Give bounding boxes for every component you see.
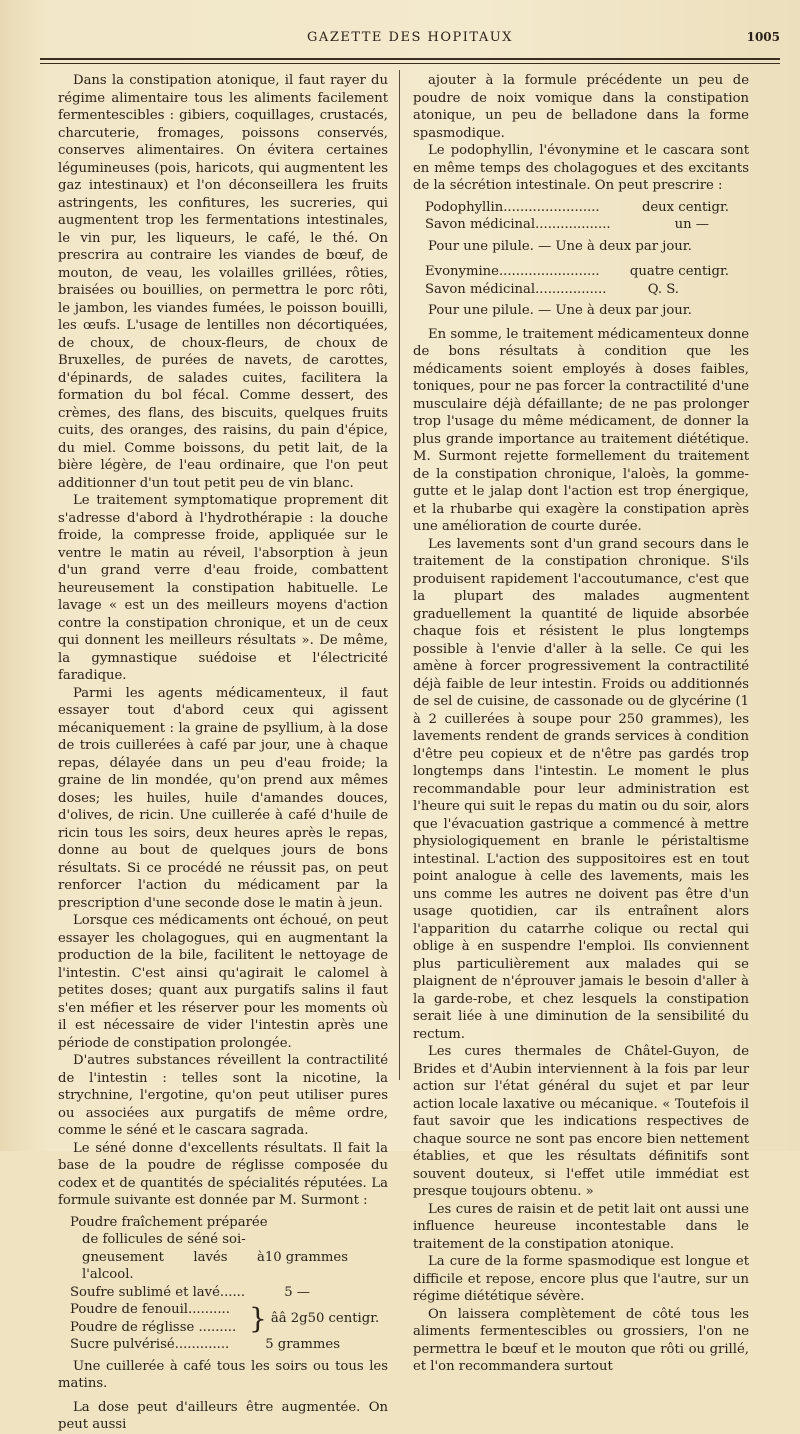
header-rule-thick	[40, 58, 780, 60]
paragraph: Le traitement symptomatique proprement dit s'adresse d'abord à l'hydrothérapie : la douche froide, la compresse froide, appliquée sur le ventre le matin au réveil, l'absorption à jeun d'un grand verre d'eau froide, combattent heureusement la constipation habituelle. Le lavage « est un des meilleurs moyens d'action contre la constipation chronique, et un de ceux qui donnent les meilleurs résultats ». De même, la gymnastique suédoise et l'électricité faradique.	[58, 493, 388, 683]
formula-quantity: ââ 2g50 centigr.	[270, 1310, 380, 1326]
formula-ingredient: Poudre fraîchement préparée	[70, 1214, 268, 1230]
prescription-formula	[413, 263, 749, 298]
paragraph: On laissera complètement de côté tous les aliments fermentescibles ou grossiers, l'on ne permettra le bœuf et le mouton que rôti ou grillé, et l'on recommandera surtout	[413, 1306, 749, 1374]
paragraph: Lorsque ces médicaments ont échoué, on peut essayer les cholagogues, qui en augmentant la production de la bile, facilitent le nettoyage de l'intestin. C'est ainsi qu'agirait le calomel à petites doses; quant aux purgatifs salins il faut s'en méfier et les réserver pour les moments où il est nécessaire de vider l'intestin après une période de constipation prolongée.	[58, 913, 388, 1051]
prescription-formula	[58, 1214, 388, 1354]
paragraph: En somme, le traitement médicamenteux donne de bons résultats à condition que les médicaments soient employés à doses faibles, toniques, pour ne pas forcer la contractilité d'une musculaire déjà défaillante; de ne pas prolonger trop l'usage du même médicament, de donner la plus grande importance au traitement diététique. M. Surmont rejette formellement du traitement de la constipation chronique, l'aloès, la gomme-gutte et le jalap dont l'action est trop énergique, et la rhubarbe qui exagère la constipation après une amélioration de courte durée.	[413, 326, 749, 534]
right-column	[413, 72, 749, 1376]
prescription-formula	[413, 199, 749, 234]
paragraph: Dans la constipation atonique, il faut rayer du régime alimentaire tous les aliments facilement fermentescibles : gibiers, coquillages, crustacés, charcuterie, fromages, poissons conservés, conserves alimentaires. On évitera certaines légumineuses (pois, haricots, qui augmentent les gaz intestinaux) et l'on déconseillera les fruits astringents, les confitures, les sucreries, qui augmentent trop les fermentations intestinales, le vin pur, les liqueurs, le café, le thé. On prescrira au contraire les viandes de bœuf, de mouton, de veau, les volailles grillées, rôties, braisées ou bouillies, on permettra le porc rôti, le jambon, les viandes fumées, le poisson bouilli, les œufs. L'usage de lentilles non décortiquées, de choux, de choux-fleurs, de choux de Bruxelles, de purées de navets, de carottes, d'épinards, de salades cuites, facilitera la formation du bol fécal. Comme dessert, des crèmes, des flans, des biscuits, quelques fruits cuits, des oranges, des raisins, du pain d'épice, du miel. Comme boissons, du petit lait, de la bière légère, de l'eau ordinaire, que l'on peut additionner d'un tout petit peu de vin blanc.	[58, 73, 388, 491]
formula-ingredient: Savon médicinal..................	[425, 217, 611, 232]
formula-ingredient: Soufre sublimé et lavé......	[70, 1284, 246, 1300]
header-rule-thin	[40, 63, 780, 64]
paragraph: ajouter à la formule précédente un peu de poudre de noix vomique dans la constipation atonique, un peu de belladone dans la forme spasmodique.	[413, 73, 749, 141]
paragraph: Les lavements sont d'un grand secours dans le traitement de la constipation chronique. S'ils produisent rapidement l'accoutumance, c'est que la plupart des malades augmentent graduellement la quantité de liquide absorbée chaque fois et résistent le plus longtemps possible à l'envie d'aller à la selle. Ce qui les amène à forcer progressivement la contractilité déjà faible de leur intestin. Froids ou additionnés de sel de cuisine, de cassonade ou de glycérine (1 à 2 cuillerées à soupe pour 250 grammes), les lavements rendent de grands services à condition d'être peu copieux et de n'être pas gardés trop longtemps dans l'intestin. Le moment le plus recommandable pour leur administration est l'heure qui suit le repas du matin ou du soir, alors que l'évacuation gastrique a commencé à mettre physiologiquement en branle le péristaltisme intestinal. L'action des suppositoires est en tout point analogue à celle des lavements, mais les uns comme les autres ne doivent pas être d'un usage quotidien, car ils entraînent alors l'apparition du catarrhe colique ou rectal qui oblige à en suspendre l'emploi. Ils conviennent plus particulièrement aux malades qui se plaignent de n'éprouver jamais le besoin d'aller à la garde-robe, et chez lesquels la constipation serait liée à une diminution de la sensibilité du rectum.	[413, 536, 749, 1042]
paragraph: Les cures thermales de Châtel-Guyon, de Brides et d'Aubin interviennent à la fois par leur action sur l'état général du sujet et par leur action locale laxative ou mécanique. « Toutefois il faut savoir que les indications respectives de chaque source ne sont pas encore bien nettement établies, et que les résultats définitifs sont souvent douteux, si l'effet utile immédiat est presque toujours obtenu. »	[413, 1044, 749, 1199]
formula-ingredient: Poudre de fenouil..........	[70, 1302, 230, 1317]
running-title: GAZETTE DES HOPITAUX	[307, 30, 513, 45]
paragraph: Le séné donne d'excellents résultats. Il fait la base de la poudre de réglisse composée du codex et de quantités de spécialités réputées. La formule suivante est donnée par M. Surmont :	[58, 1140, 388, 1208]
formula-quantity: 5 —	[284, 1284, 310, 1300]
formula-ingredient: de follicules de séné soi-	[82, 1232, 246, 1247]
page-header	[40, 30, 780, 50]
dosage-note: Pour une pilule. — Une à deux par jour.	[428, 303, 692, 318]
formula-quantity: Q. S.	[647, 281, 679, 297]
formula-quantity: 5 grammes	[265, 1337, 340, 1352]
formula-quantity: 10 grammes	[264, 1249, 348, 1265]
formula-quantity: deux centigr.	[641, 199, 729, 215]
column-divider	[399, 70, 400, 1080]
formula-brace-group	[70, 1301, 388, 1336]
paragraph: D'autres substances réveillent la contractilité de l'intestin : telles sont la nicotine, la strychnine, l'ergotine, qu'on peut utiliser pures ou associées aux purgatifs de même ordre, comme le séné et le cascara sagrada.	[58, 1053, 388, 1138]
dosage-note: Pour une pilule. — Une à deux par jour.	[428, 238, 692, 254]
formula-ingredient: Podophyllin.......................	[425, 199, 600, 215]
formula-ingredient: gneusement lavés à l'alcool.	[82, 1249, 265, 1282]
formula-quantity: un —	[674, 217, 709, 232]
formula-ingredient: Poudre de réglisse .........	[70, 1319, 237, 1335]
page-number: 1005	[746, 30, 780, 44]
paragraph: Le podophyllin, l'évonymine et le cascara sont en même temps des cholagogues et des excitants de la sécrétion intestinale. On peut prescrire :	[413, 143, 749, 193]
formula-ingredient: Savon médicinal.................	[425, 281, 607, 297]
dosage-note: Une cuillerée à café tous les soirs ou tous les matins.	[58, 1358, 388, 1391]
formula-ingredient: Sucre pulvérisé.............	[70, 1337, 230, 1352]
brace-icon: }	[249, 1301, 267, 1335]
formula-quantity: quatre centigr.	[629, 264, 729, 279]
paragraph: Parmi les agents médicamenteux, il faut essayer tout d'abord ceux qui agissent mécaniquement : la graine de psyllium, à la dose de trois cuillerées à café par jour, une à chaque repas, délayée dans un peu d'eau froide; la graine de lin mondée, qu'on prend aux mêmes doses; les huiles, huile d'amandes douces, d'olives, de ricin. Une cuillerée à café d'huile de ricin tous les soirs, deux heures après le repas, donne au bout de quelques jours de bons résultats. Si ce procédé ne réussit pas, on peut renforcer l'action du médicament par la prescription d'une seconde dose le matin à jeun.	[58, 685, 388, 911]
paragraph: La dose peut d'ailleurs être augmentée. On peut aussi	[58, 1399, 388, 1432]
paragraph: Les cures de raisin et de petit lait ont aussi une influence heureuse incontestable dans le traitement de la constipation atonique.	[413, 1201, 749, 1252]
left-column	[58, 72, 388, 1434]
paragraph: La cure de la forme spasmodique est longue et difficile et repose, encore plus que l'autre, sur un régime diététique sévère.	[413, 1254, 749, 1304]
formula-ingredient: Evonymine........................	[425, 264, 600, 279]
